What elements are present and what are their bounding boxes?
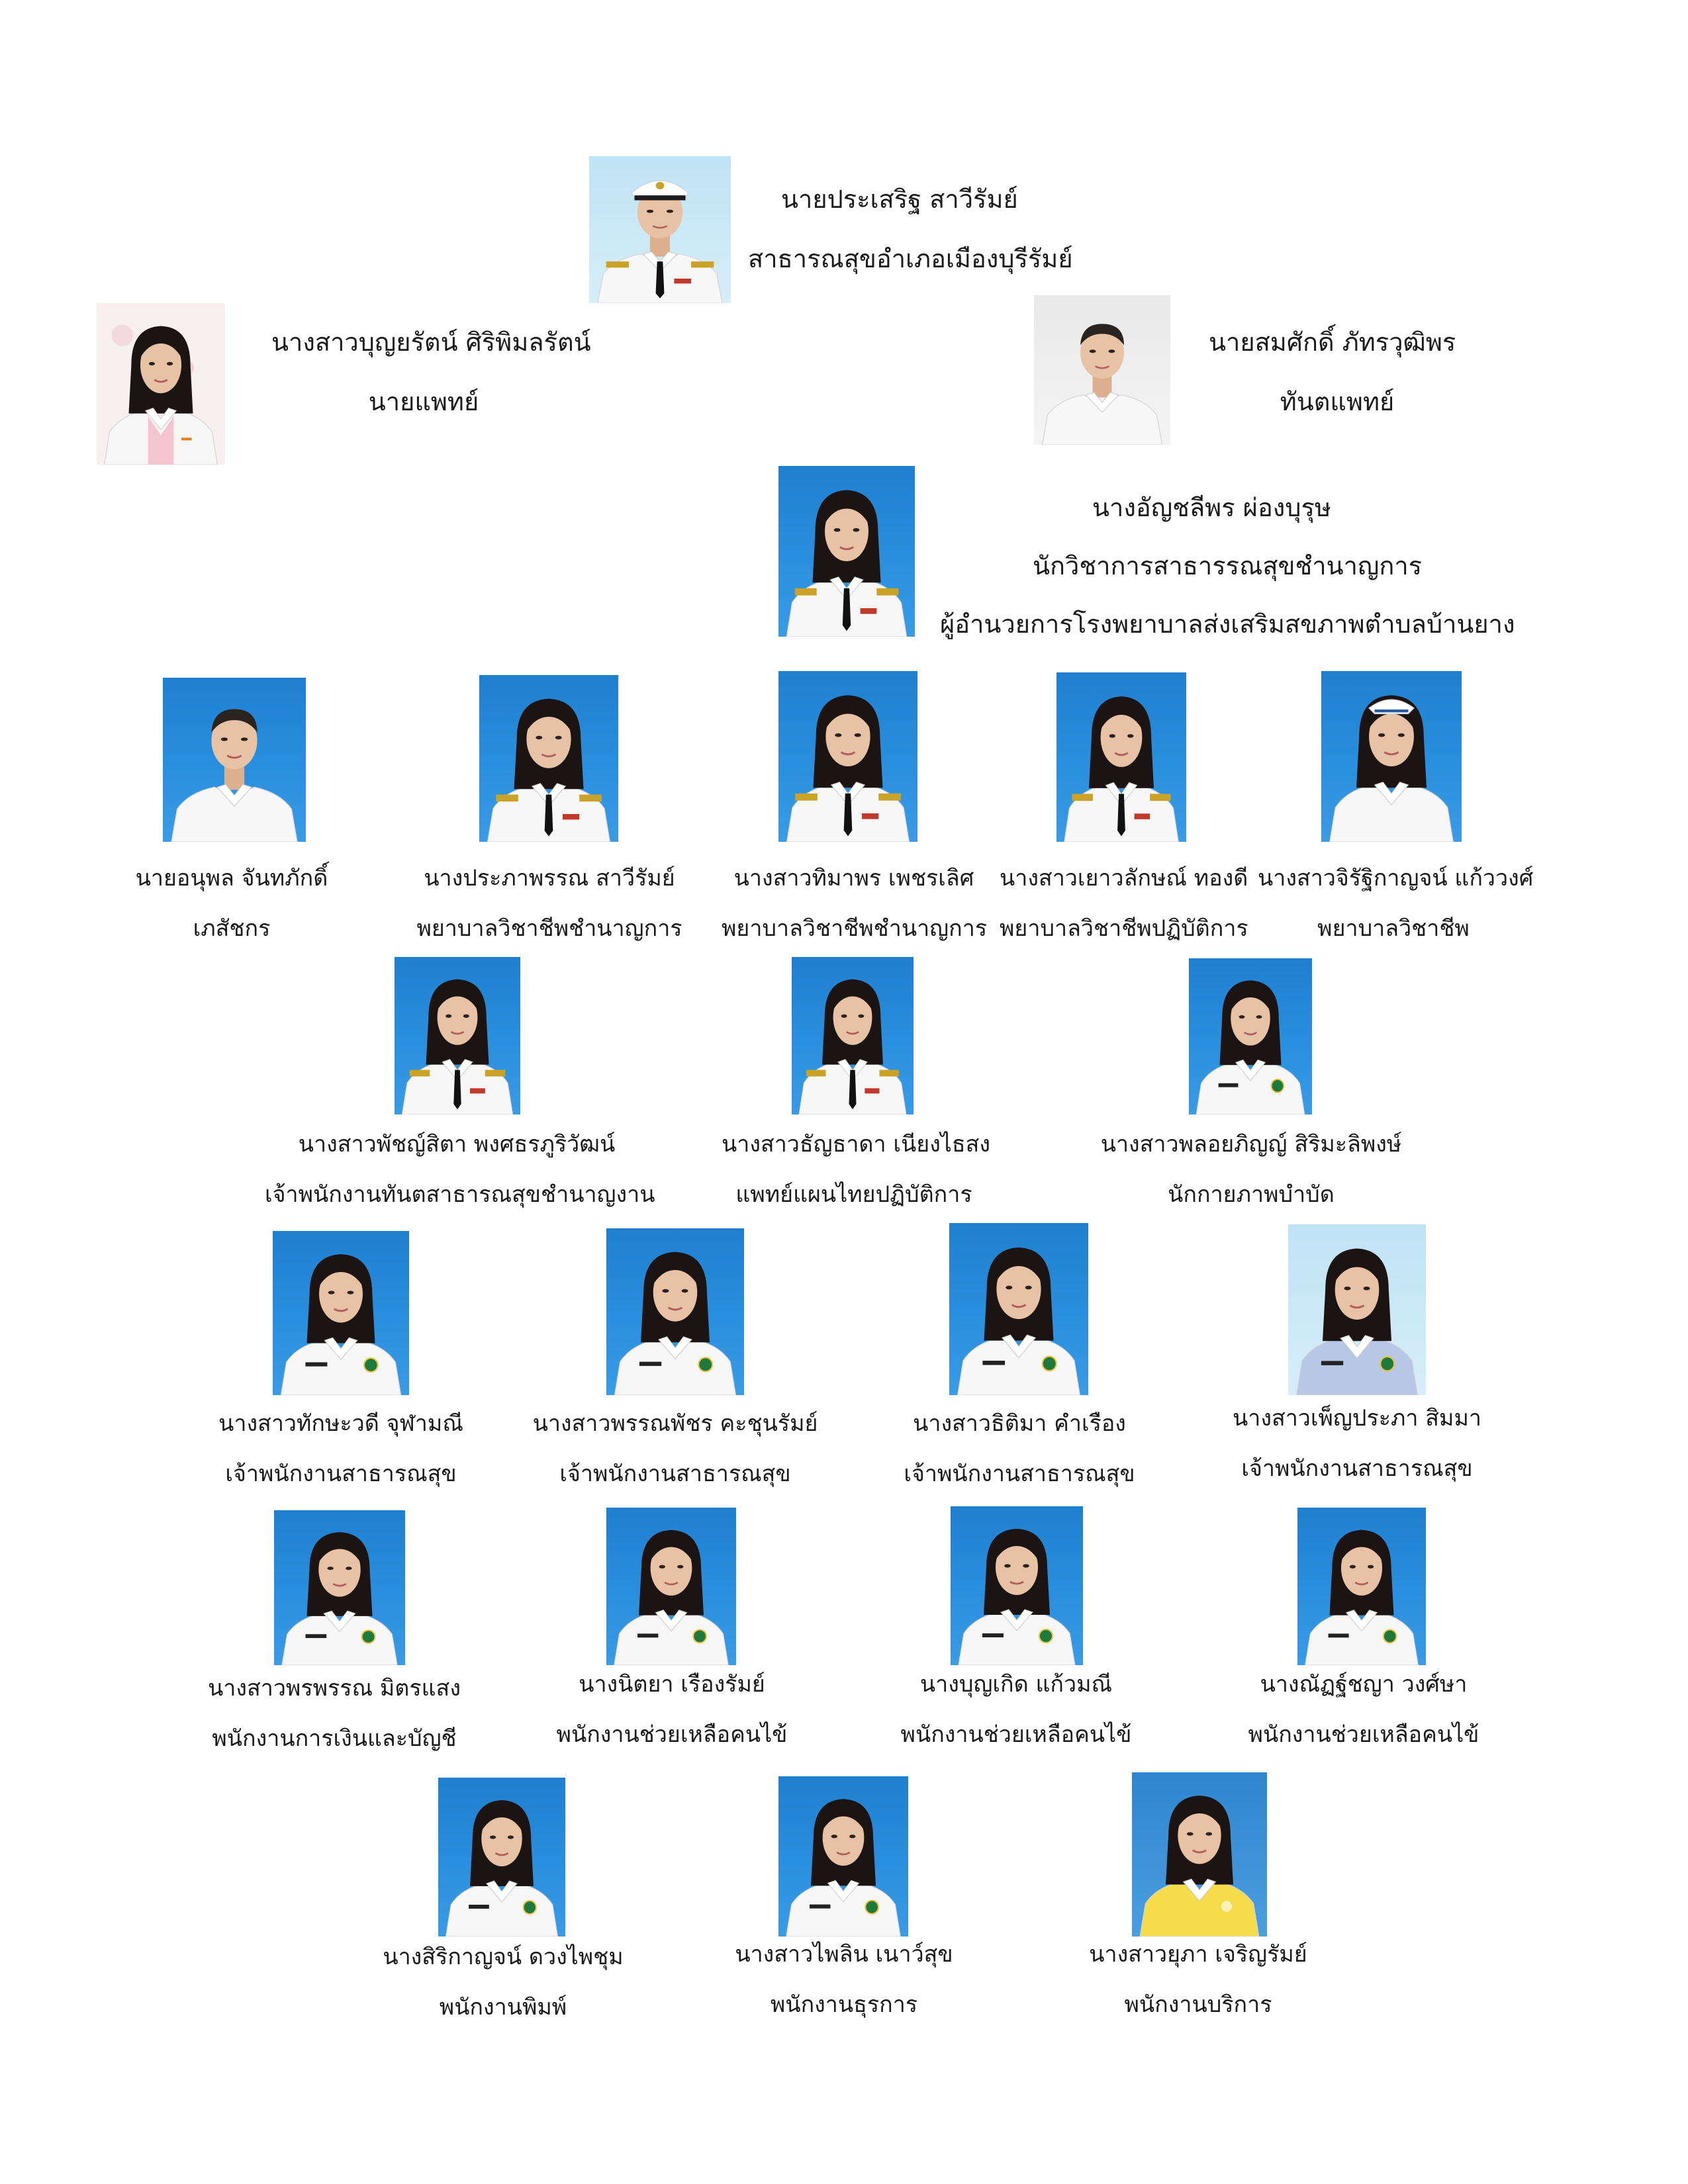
staff-photo [949,1223,1088,1395]
staff-position: เจ้าพนักงานสาธารณสุข [559,1461,791,1487]
staff-position: แพทย์แผนไทยปฏิบัติการ [735,1181,972,1208]
staff-name: นางสาวทักษะวดี จุฬามณี [218,1410,463,1437]
portrait-figure [1288,1224,1426,1395]
staff-name: นางสาวธิติมา คำเรือง [913,1410,1126,1437]
portrait-figure [395,957,520,1115]
doctor-position: นายแพทย์ [368,387,479,416]
staff-position: เภสัชกร [193,915,271,942]
dentist-position: ทันตแพทย์ [1280,387,1395,416]
staff-name: นางณัฏฐ์ชญา วงศ์ษา [1260,1671,1468,1698]
staff-position: พนักงานช่วยเหลือคนไข้ [1248,1721,1479,1748]
portrait-figure [949,1223,1088,1395]
staff-name: นางประภาพรรณ สาวีรัมย์ [424,865,675,891]
staff-photo [163,678,306,842]
portrait-figure [438,1778,565,1936]
portrait-figure [606,1228,744,1395]
staff-photo [1297,1508,1426,1665]
staff-name: นางสาวพรรณพัชร คะชุนรัมย์ [532,1410,818,1437]
staff-position: พนักงานบริการ [1124,1991,1272,2018]
portrait-figure [778,671,917,842]
staff-position: พยาบาลวิชาชีพ [1317,915,1470,942]
portrait-figure [778,466,915,637]
staff-photo [438,1778,565,1936]
staff-name: นางสาวจิรัฐิกาญจน์ แก้ววงศ์ [1258,865,1534,891]
portrait-figure [97,303,225,465]
portrait-figure [589,156,731,303]
staff-photo [951,1506,1083,1665]
staff-position: พนักงานธุรการ [770,1991,918,2018]
staff-position: เจ้าพนักงานสาธารณสุข [225,1461,457,1487]
head-name: นางอัญชลีพร ผ่องบุรุษ [1092,493,1331,522]
portrait-figure [479,675,618,842]
staff-name: นางสาวเพ็ญประภา สิมมา [1233,1405,1481,1432]
staff-position: พยาบาลวิชาชีพปฏิบัติการ [1000,915,1248,942]
staff-name: นางสาวพลอยภิญญ์ สิริมะลิพงษ์ [1100,1131,1402,1158]
staff-position: พยาบาลวิชาชีพชำนาญการ [722,915,988,942]
dentist-photo [1034,295,1170,445]
portrait-figure [778,1776,908,1936]
staff-photo [1056,672,1186,842]
staff-photo [1288,1224,1426,1395]
portrait-figure [274,1510,405,1665]
doctor-name: นางสาวบุญยรัตน์ ศิริพิมลรัตน์ [271,328,591,357]
head-photo [778,466,915,637]
dentist-name: นายสมศักดิ์ ภัทรวุฒิพร [1209,328,1456,357]
head-role: ผู้อำนวยการโรงพยาบาลส่งเสริมสขภาพตำบลบ้านยาง [940,610,1515,639]
staff-position: เจ้าพนักงานสาธารณสุข [904,1461,1135,1487]
staff-photo [1321,671,1462,842]
staff-photo [479,675,618,842]
staff-photo [273,1231,409,1395]
head-position: นักวิชาการสาธารรณสุขชำนาญการ [1033,551,1423,580]
staff-name: นางสาวทิมาพร เพชรเลิศ [733,865,974,891]
staff-position: พยาบาลวิชาชีพชำนาญการ [416,915,682,942]
director-name: นายประเสริฐ สาวีรัมย์ [781,185,1018,214]
staff-photo [778,1776,908,1936]
staff-position: เจ้าพนักงานสาธารณสุข [1241,1455,1473,1482]
portrait-figure [1321,671,1462,842]
staff-photo [606,1228,744,1395]
portrait-figure [792,957,914,1115]
staff-name: นางสาวไพลิน เนาว์สุข [735,1941,953,1968]
director-photo [589,156,731,303]
staff-name: นางบุญเกิด แก้วมณี [919,1671,1113,1698]
staff-name: นางนิตยา เรืองรัมย์ [579,1671,765,1698]
portrait-figure [1297,1508,1426,1665]
staff-position: พนักงานพิมพ์ [439,1994,567,2021]
staff-position: พนักงานช่วยเหลือคนไข้ [556,1721,788,1748]
staff-name: นางสาวพัชญ์สิตา พงศธรภูริวัฒน์ [298,1131,616,1158]
staff-position: พนักงานช่วยเหลือคนไข้ [900,1721,1132,1748]
portrait-figure [273,1231,409,1395]
doctor-photo [97,303,225,465]
staff-name: นางสาวธัญธาดา เนียงไธสง [722,1131,991,1158]
portrait-figure [163,678,306,842]
portrait-figure [951,1506,1083,1665]
staff-photo [778,671,917,842]
staff-position: พนักงานการเงินและบัญชี [212,1725,457,1752]
staff-name: นางสาวเยาวลักษณ์ ทองดี [1000,865,1248,891]
staff-name: นางสิริกาญจน์ ดวงไพชุม [383,1944,624,1970]
staff-photo [792,957,914,1115]
portrait-figure [1034,295,1170,445]
staff-position: นักกายภาพบำบัด [1168,1181,1335,1208]
staff-name: นางสาวพรพรรณ มิตรแสง [208,1675,461,1702]
portrait-figure [1132,1772,1267,1936]
staff-photo [274,1510,405,1665]
staff-photo [606,1508,736,1665]
staff-photo [1189,958,1312,1115]
portrait-figure [1056,672,1186,842]
staff-photo [395,957,520,1115]
portrait-figure [606,1508,736,1665]
director-position: สาธารณสุขอำเภอเมืองบุรีรัมย์ [748,244,1073,273]
staff-position: เจ้าพนักงานทันตสาธารณสุขชำนาญงาน [265,1181,655,1208]
staff-name: นางสาวยุภา เจริญรัมย์ [1089,1941,1307,1968]
staff-photo [1132,1772,1267,1936]
portrait-figure [1189,958,1312,1115]
staff-name: นายอนุพล จันทภักดิ์ [135,865,328,891]
